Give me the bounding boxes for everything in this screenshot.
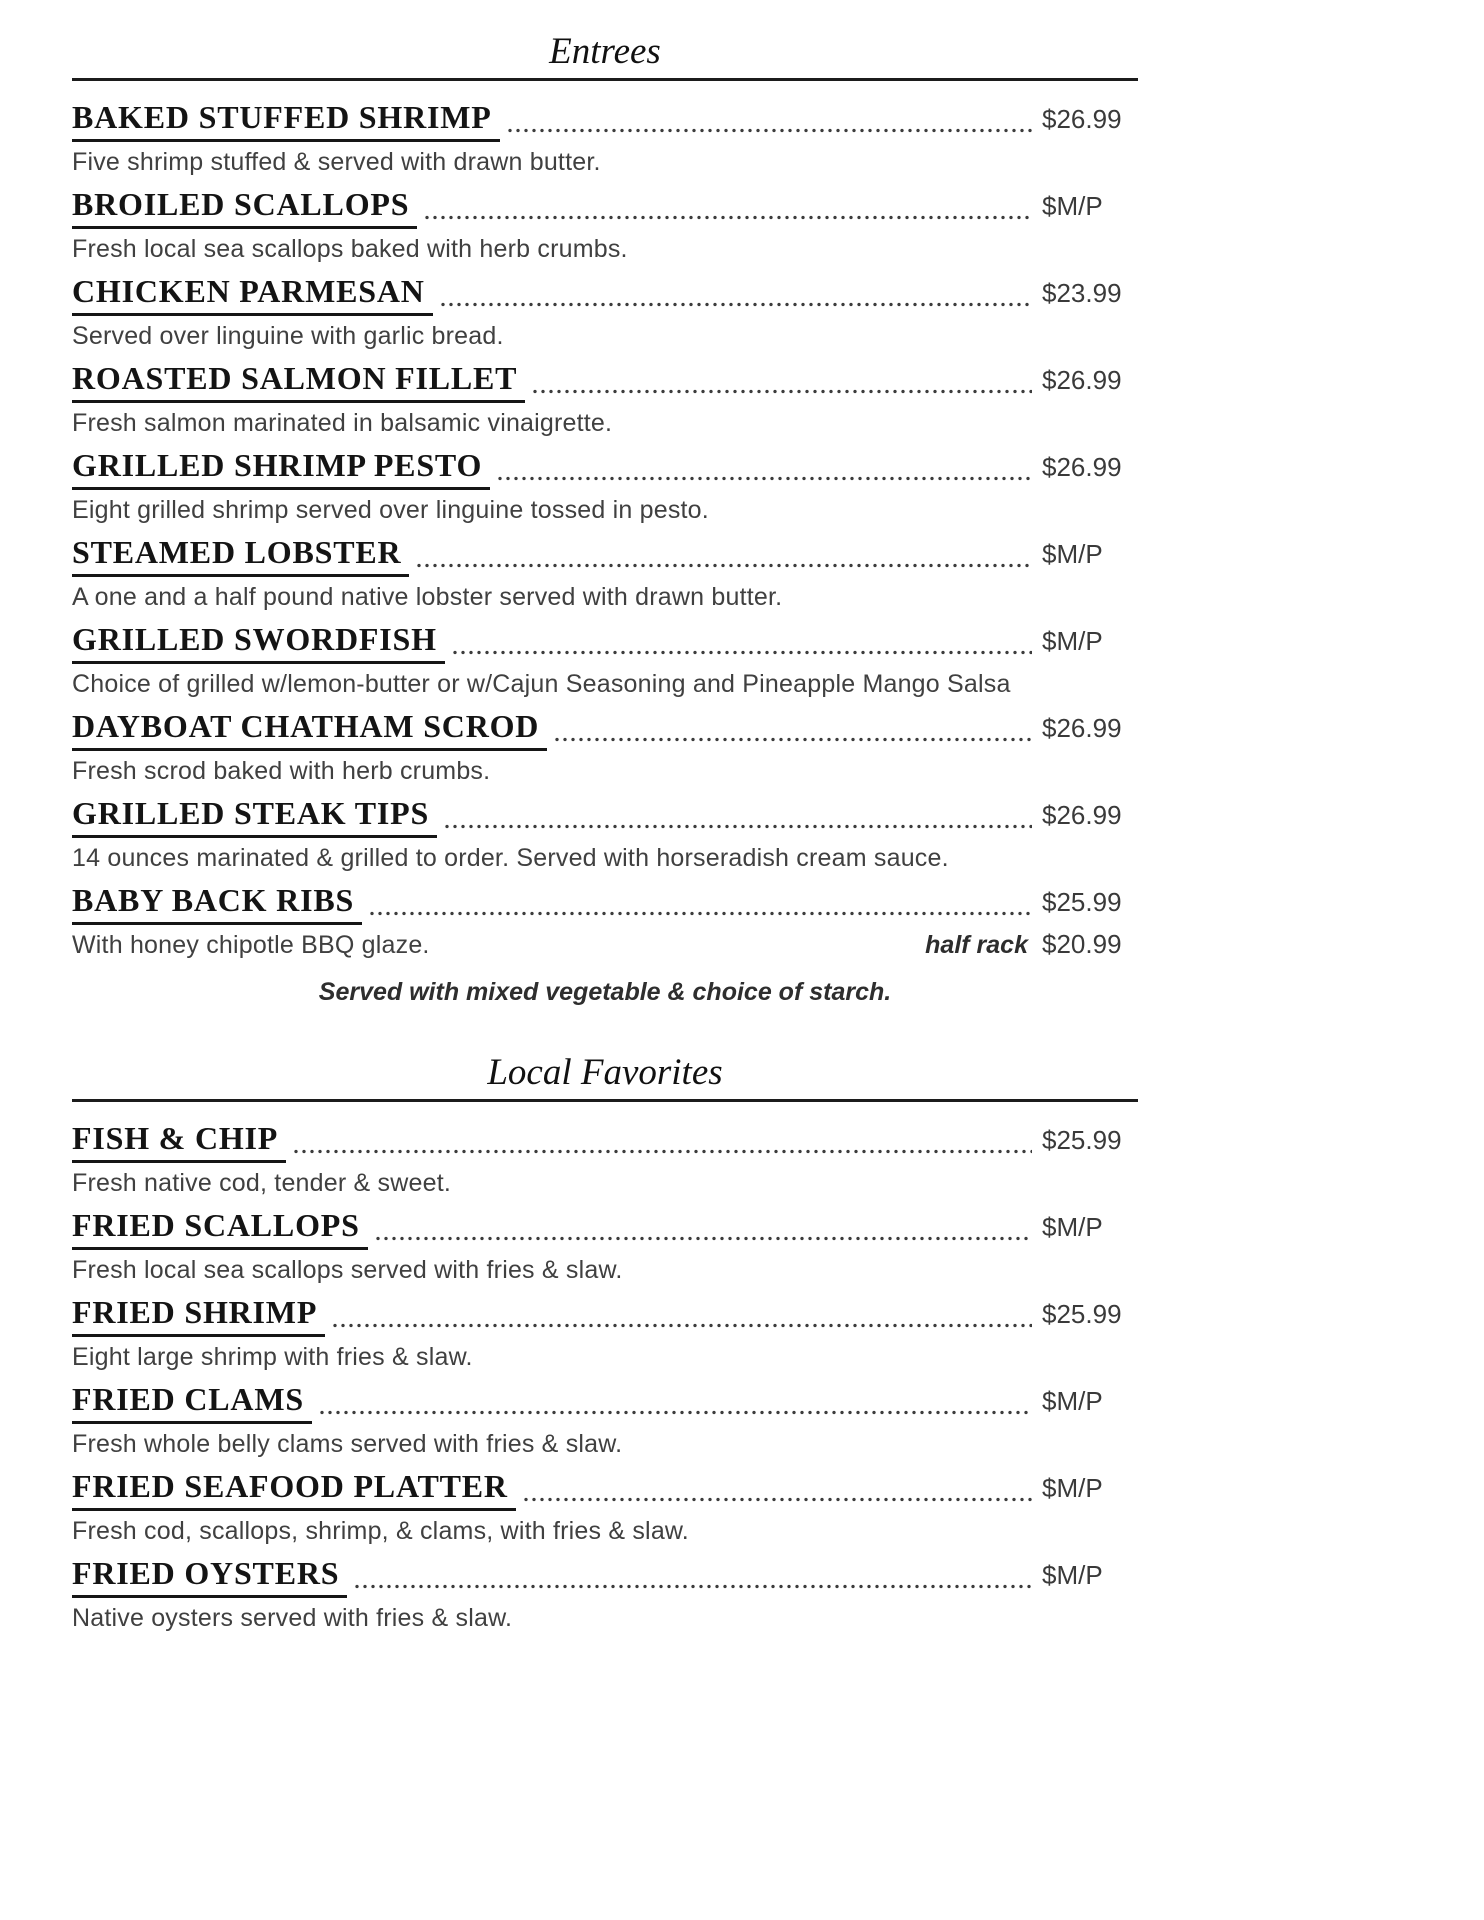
menu-item: [72, 1294, 1138, 1374]
menu-item: [72, 186, 1138, 266]
menu-sections-container: [72, 30, 1138, 1635]
item-title-row: [72, 1555, 1138, 1598]
item-name: BAKED STUFFED SHRIMP: [72, 99, 500, 142]
item-description-row: [72, 842, 1138, 875]
item-price: $M/P: [1042, 1386, 1103, 1416]
menu-item: [72, 621, 1138, 701]
section-title: Local Favorites: [72, 1051, 1138, 1102]
item-price: $M/P: [1042, 539, 1103, 569]
item-title-row: [72, 1207, 1138, 1250]
item-name: GRILLED SHRIMP PESTO: [72, 447, 490, 490]
item-title-row: [72, 882, 1138, 925]
item-description: Fresh local sea scallops baked with herb crumbs.: [72, 235, 628, 263]
menu-item: [72, 708, 1138, 788]
menu-item: [72, 795, 1138, 875]
menu-item: [72, 1555, 1138, 1635]
item-price: $M/P: [1042, 191, 1103, 221]
item-description-row: [72, 320, 1138, 353]
item-title-row: [72, 534, 1138, 577]
item-description: Fresh scrod baked with herb crumbs.: [72, 757, 491, 785]
item-extra-price: $20.99: [1042, 929, 1122, 959]
menu-item: [72, 1120, 1138, 1200]
item-description-row: [72, 1428, 1138, 1461]
item-extra-label: half rack: [925, 931, 1028, 959]
menu-section: [72, 1051, 1138, 1635]
item-description: Served over linguine with garlic bread.: [72, 322, 504, 350]
dotted-leader: [443, 795, 1032, 838]
item-name: FRIED SCALLOPS: [72, 1207, 368, 1250]
dotted-leader: [506, 99, 1032, 142]
item-description-row: [72, 755, 1138, 788]
item-title-row: [72, 621, 1138, 664]
item-price: $25.99: [1042, 1125, 1122, 1155]
item-name: FRIED OYSTERS: [72, 1555, 347, 1598]
item-description: Fresh salmon marinated in balsamic vinaigrette.: [72, 409, 613, 437]
dotted-leader: [415, 534, 1032, 577]
item-description: A one and a half pound native lobster served with drawn butter.: [72, 583, 783, 611]
item-name: ROASTED SALMON FILLET: [72, 360, 525, 403]
item-description: Five shrimp stuffed & served with drawn butter.: [72, 148, 601, 176]
item-description-row: [72, 1602, 1138, 1635]
item-description: Choice of grilled w/lemon-butter or w/Cajun Seasoning and Pineapple Mango Salsa: [72, 670, 1011, 698]
item-title-row: [72, 1294, 1138, 1337]
item-extra: [925, 929, 1138, 960]
dotted-leader: [331, 1294, 1032, 1337]
item-price: $23.99: [1042, 278, 1122, 308]
section-footnote: Served with mixed vegetable & choice of starch.: [318, 978, 892, 1006]
item-name: FRIED SHRIMP: [72, 1294, 325, 1337]
item-title-row: [72, 795, 1138, 838]
item-name: FISH & CHIP: [72, 1120, 286, 1163]
item-description-row: [72, 1254, 1138, 1287]
dotted-leader: [423, 186, 1032, 229]
item-description-row: [72, 1515, 1138, 1548]
item-title-row: [72, 447, 1138, 490]
dotted-leader: [439, 273, 1032, 316]
dotted-leader: [368, 882, 1032, 925]
item-price: $26.99: [1042, 713, 1122, 743]
item-name: CHICKEN PARMESAN: [72, 273, 433, 316]
dotted-leader: [292, 1120, 1032, 1163]
item-description-row: [72, 233, 1138, 266]
dotted-leader: [318, 1381, 1032, 1424]
item-title-row: [72, 1120, 1138, 1163]
menu-section: [72, 30, 1138, 1007]
menu-item: [72, 534, 1138, 614]
section-title: Entrees: [72, 30, 1138, 81]
item-description: With honey chipotle BBQ glaze.: [72, 931, 430, 959]
dotted-leader: [374, 1207, 1032, 1250]
menu-item: [72, 882, 1138, 962]
item-price: $26.99: [1042, 800, 1122, 830]
item-description: Eight grilled shrimp served over linguine tossed in pesto.: [72, 496, 709, 524]
dotted-leader: [496, 447, 1032, 490]
dotted-leader: [531, 360, 1032, 403]
item-description: Fresh native cod, tender & sweet.: [72, 1169, 452, 1197]
item-price: $26.99: [1042, 452, 1122, 482]
item-price: $M/P: [1042, 1212, 1103, 1242]
menu-item: [72, 1207, 1138, 1287]
item-price: $26.99: [1042, 104, 1122, 134]
item-name: BABY BACK RIBS: [72, 882, 362, 925]
item-title-row: [72, 186, 1138, 229]
dotted-leader: [353, 1555, 1032, 1598]
item-description: 14 ounces marinated & grilled to order. Served with horseradish cream sauce.: [72, 844, 949, 872]
item-description: Fresh cod, scallops, shrimp, & clams, with fries & slaw.: [72, 1517, 689, 1545]
dotted-leader: [451, 621, 1032, 664]
item-title-row: [72, 708, 1138, 751]
item-title-row: [72, 1381, 1138, 1424]
menu-item: [72, 273, 1138, 353]
item-description-row: [72, 1167, 1138, 1200]
menu-item: [72, 1468, 1138, 1548]
item-title-row: [72, 360, 1138, 403]
item-price: $25.99: [1042, 1299, 1122, 1329]
item-description: Native oysters served with fries & slaw.: [72, 1604, 513, 1632]
menu-item: [72, 1381, 1138, 1461]
section-items: [72, 1120, 1138, 1635]
item-name: GRILLED SWORDFISH: [72, 621, 445, 664]
item-price: $26.99: [1042, 365, 1122, 395]
item-price: $M/P: [1042, 1560, 1103, 1590]
item-description-row: [72, 146, 1138, 179]
item-description: Eight large shrimp with fries & slaw.: [72, 1343, 473, 1371]
item-description: Fresh local sea scallops served with fries & slaw.: [72, 1256, 623, 1284]
menu-item: [72, 99, 1138, 179]
menu-item: [72, 447, 1138, 527]
item-price: $M/P: [1042, 626, 1103, 656]
item-description-row: [72, 407, 1138, 440]
item-name: BROILED SCALLOPS: [72, 186, 417, 229]
item-name: DAYBOAT CHATHAM SCROD: [72, 708, 547, 751]
item-description-row: [72, 581, 1138, 614]
item-name: FRIED SEAFOOD PLATTER: [72, 1468, 516, 1511]
item-name: FRIED CLAMS: [72, 1381, 312, 1424]
item-description-row: [72, 1341, 1138, 1374]
menu-item: [72, 360, 1138, 440]
item-name: STEAMED LOBSTER: [72, 534, 409, 577]
section-items: [72, 99, 1138, 962]
item-description-row: [72, 494, 1138, 527]
item-name: GRILLED STEAK TIPS: [72, 795, 437, 838]
item-title-row: [72, 99, 1138, 142]
item-price: $25.99: [1042, 887, 1122, 917]
item-description: Fresh whole belly clams served with fries & slaw.: [72, 1430, 623, 1458]
item-price: $M/P: [1042, 1473, 1103, 1503]
item-description-row: [72, 668, 1138, 701]
item-description-row: [72, 929, 1138, 962]
dotted-leader: [553, 708, 1032, 751]
item-title-row: [72, 273, 1138, 316]
dotted-leader: [522, 1468, 1032, 1511]
item-title-row: [72, 1468, 1138, 1511]
